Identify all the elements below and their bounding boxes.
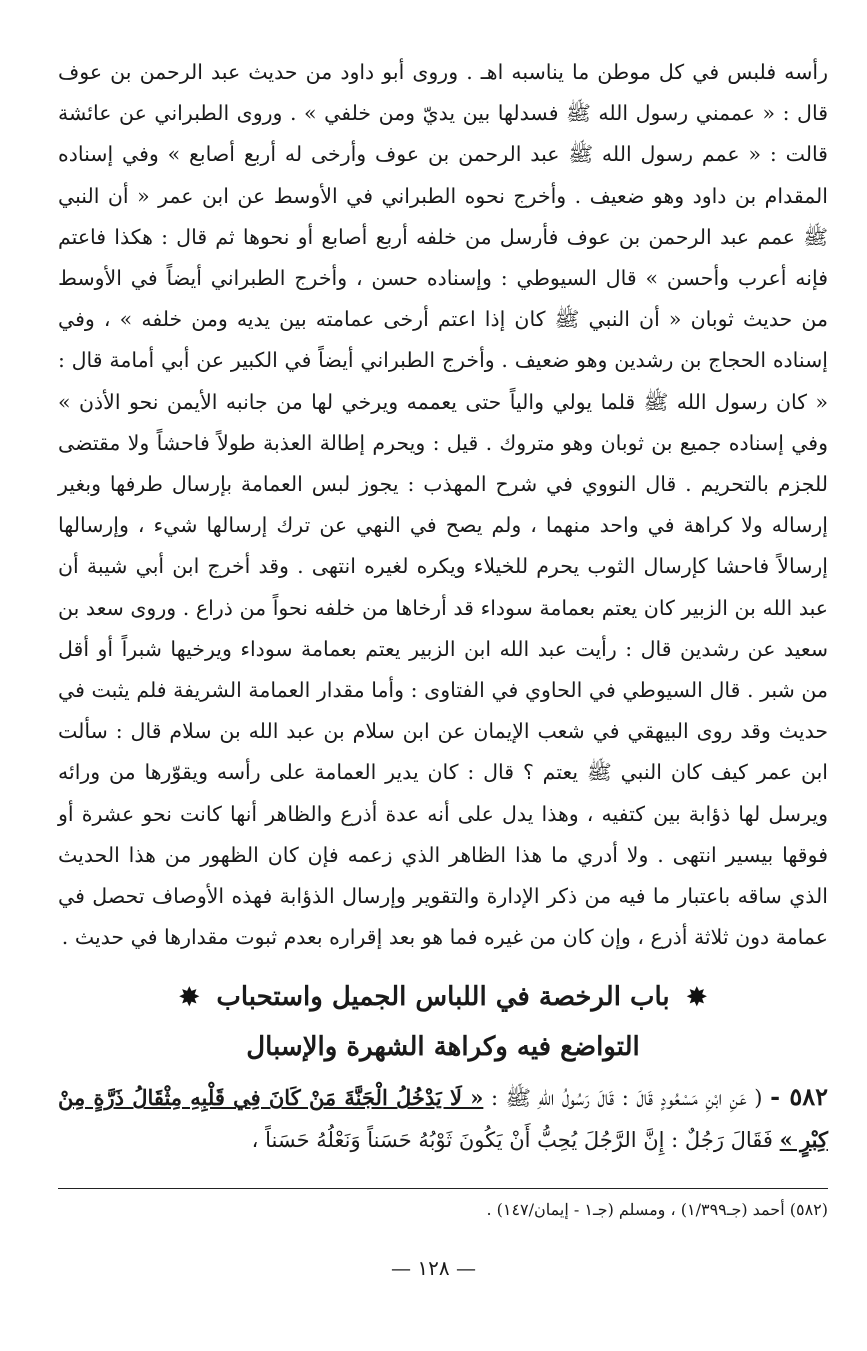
ornament-star-icon: ✸ (179, 982, 200, 1012)
body-paragraph: رأسه فلبس في كل موطن ما يناسبه اهـ . وروى أبو داود من حديث عبد الرحمن بن عوف قال : « عممني رسول الله ﷺ فسدلها بين يديّ ومن خلفي » . وروى الطبراني عن عائشة قالت : « عمم رسول الله ﷺ عبد الرحمن بن عوف وأرخى له أربع أصابع » وفي إسناده المقدام بن داود وهو ضعيف . وأخرج نحوه الطبراني في الأوسط عن ابن عمر « أن النبي ﷺ عمم عبد الرحمن بن عوف فأرسل من خلفه أربع أصابع أو نحوها ثم قال : هكذا فاعتم فإنه أعرب وأحسن » قال السيوطي : وإسناده حسن ، وأخرج الطبراني أيضاً في الأوسط من حديث ثوبان « أن النبي ﷺ كان إذا اعتم أرخى عمامته بين يديه ومن خلفه » ، وفي إسناده الحجاج بن رشدين وهو ضعيف . وأخرج الطبراني أيضاً في الكبير عن أبي أمامة قال : « كان رسول الله ﷺ قلما يولي والياً حتى يعممه ويرخي لها من جانبه الأيمن نحو الأذن » وفي إسناده جميع بن ثوبان وهو متروك . قيل : ويحرم إطالة العذبة طولاً فاحشاً ولا مقتضى للجزم بالتحريم . قال النووي في شرح المهذب : يجوز لبس العمامة بإرسال طرفها وبغير إرساله ولا كراهة في واحد منهما ، ولم يصح في النهي عن ترك إرسالها شيء ، وإرسالها إرسالاً فاحشا كإرسال الثوب يحرم للخيلاء ويكره لغيره انتهى . وقد أخرج ابن أبي شيبة أن عبد الله بن الزبير كان يعتم بعمامة سوداء قد أرخاها من خلفه نحواً من ذراع . وروى سعد بن سعيد عن رشدين قال : رأيت عبد الله ابن الزبير يعتم بعمامة سوداء ويرخيها شبراً أو أقل من شبر . قال السيوطي في الحاوي في الفتاوى : وأما مقدار العمامة الشريفة فلم يثبت في حديث وقد روى البيهقي في شعب الإيمان عن ابن سلام بن عبد الله بن سلام قال : سألت ابن عمر كيف كان النبي ﷺ يعتم ؟ قال : كان يدير العمامة على رأسه ويقوّرها من ورائه ويرسل لها ذؤابة بين كتفيه ، وهذا يدل على أنه عدة أذرع والظاهر أنها كانت نحو عشرة أو فوقها بيسير انتهى . ولا أدري ما هذا الظاهر الذي زعمه فإن كان الظهور من هذا الحديث الذي ساقه باعتبار ما فيه من ذكر الإدارة والتقوير وإرسال الذؤابة فهذه الأوصاف تحصل في عمامة دون ثلاثة أذرع ، وإن كان من غيره فما هو بعد إقراره بعدم ثبوت مقدارها في حديث . (58, 60, 828, 950)
chapter-heading (58, 972, 828, 1022)
hadith-continuation: فَقَالَ رَجُلٌ : إِنَّ الرَّجُلَ يُحِبُّ أَنْ يَكُونَ ثَوْبُهُ حَسَناً وَنَعْلُهُ حَسَناً ، (251, 1128, 773, 1153)
ornament-star-icon: ✸ (686, 982, 707, 1012)
page-number: — ١٢٨ — (391, 1256, 476, 1280)
chapter-title-line-1: باب الرخصة في اللباس الجميل واستحباب (216, 982, 670, 1013)
hadith-text (58, 1076, 828, 1161)
footnote: (٥٨٢) أحمد (جـ١/٣٩٩) ، ومسلم (جـ١ - إيمان/١٤٧) . (486, 1200, 828, 1219)
hadith-number: ٥٨٢ - (770, 1082, 828, 1112)
hadith-intro: ( عَنِ ابْنِ مَسْعُودٍ قَالَ : قَالَ رَسُولُ اللهِ ﷺ : (490, 1086, 763, 1111)
page-content (58, 52, 828, 1161)
chapter-title-line-2: التواضع فيه وكراهة الشهرة والإسبال (246, 1032, 640, 1063)
footnote-divider (58, 1188, 828, 1189)
hadith-quote: « لَا يَدْخُلُ الْجَنَّةَ مَنْ كَانَ فِي قَلْبِهِ مِثْقَالُ ذَرَّةٍ مِنْ كِبْرٍ » (58, 1085, 828, 1153)
